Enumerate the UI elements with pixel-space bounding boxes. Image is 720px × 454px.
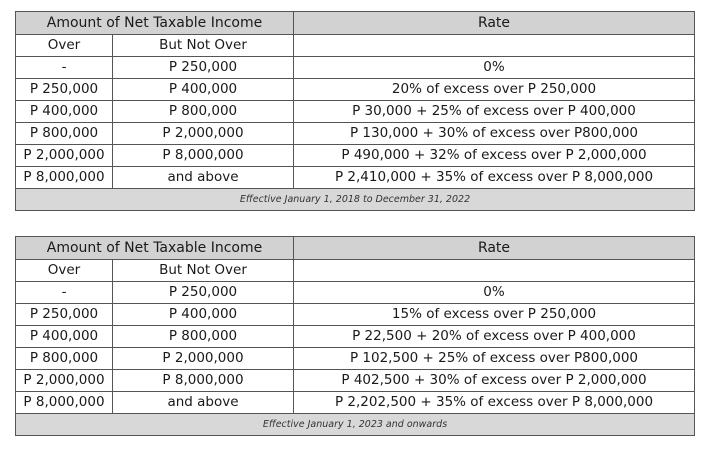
table-row bbox=[16, 145, 695, 167]
not-over-cell: P 2,000,000 bbox=[113, 123, 294, 145]
income-header: Amount of Net Taxable Income bbox=[16, 12, 294, 35]
rate-cell: 0% bbox=[294, 57, 695, 79]
not-over-cell: and above bbox=[113, 167, 294, 189]
effective-date-note: Effective January 1, 2018 to December 31, 2022 bbox=[16, 189, 695, 211]
not-over-cell: and above bbox=[113, 392, 294, 414]
not-over-cell: P 8,000,000 bbox=[113, 370, 294, 392]
over-cell: P 250,000 bbox=[16, 79, 113, 101]
over-cell: - bbox=[16, 57, 113, 79]
rate-cell: 15% of excess over P 250,000 bbox=[294, 304, 695, 326]
rate-cell: P 22,500 + 20% of excess over P 400,000 bbox=[294, 326, 695, 348]
rate-cell: P 402,500 + 30% of excess over P 2,000,000 bbox=[294, 370, 695, 392]
table-subheader-row bbox=[16, 260, 695, 282]
rate-header: Rate bbox=[294, 237, 695, 260]
table-row bbox=[16, 282, 695, 304]
not-over-cell: P 250,000 bbox=[113, 282, 294, 304]
table-row bbox=[16, 392, 695, 414]
table-header-row bbox=[16, 237, 695, 260]
table-footer-row bbox=[16, 414, 695, 436]
income-header: Amount of Net Taxable Income bbox=[16, 237, 294, 260]
rate-cell: P 130,000 + 30% of excess over P800,000 bbox=[294, 123, 695, 145]
rate-cell: P 490,000 + 32% of excess over P 2,000,000 bbox=[294, 145, 695, 167]
rate-cell: P 2,202,500 + 35% of excess over P 8,000,000 bbox=[294, 392, 695, 414]
table-row bbox=[16, 348, 695, 370]
over-cell: P 2,000,000 bbox=[16, 145, 113, 167]
over-cell: P 400,000 bbox=[16, 101, 113, 123]
table-row bbox=[16, 370, 695, 392]
over-cell: P 8,000,000 bbox=[16, 167, 113, 189]
over-cell: P 800,000 bbox=[16, 123, 113, 145]
rate-subheader-blank bbox=[294, 35, 695, 57]
table-row bbox=[16, 304, 695, 326]
rate-subheader-blank bbox=[294, 260, 695, 282]
table-footer-row bbox=[16, 189, 695, 211]
not-over-cell: P 400,000 bbox=[113, 79, 294, 101]
over-cell: P 8,000,000 bbox=[16, 392, 113, 414]
table-row bbox=[16, 167, 695, 189]
table-header-row bbox=[16, 12, 695, 35]
not-over-cell: P 400,000 bbox=[113, 304, 294, 326]
rate-cell: 20% of excess over P 250,000 bbox=[294, 79, 695, 101]
rate-cell: 0% bbox=[294, 282, 695, 304]
table-row bbox=[16, 123, 695, 145]
not-over-header: But Not Over bbox=[113, 35, 294, 57]
tax-table-2018-2022 bbox=[15, 11, 695, 211]
over-header: Over bbox=[16, 260, 113, 282]
not-over-cell: P 2,000,000 bbox=[113, 348, 294, 370]
not-over-cell: P 800,000 bbox=[113, 101, 294, 123]
over-header: Over bbox=[16, 35, 113, 57]
tax-table-2023-onwards bbox=[15, 236, 695, 436]
rate-header: Rate bbox=[294, 12, 695, 35]
table-row bbox=[16, 326, 695, 348]
over-cell: P 250,000 bbox=[16, 304, 113, 326]
rate-cell: P 30,000 + 25% of excess over P 400,000 bbox=[294, 101, 695, 123]
not-over-cell: P 250,000 bbox=[113, 57, 294, 79]
not-over-cell: P 8,000,000 bbox=[113, 145, 294, 167]
over-cell: P 2,000,000 bbox=[16, 370, 113, 392]
table-row bbox=[16, 57, 695, 79]
not-over-cell: P 800,000 bbox=[113, 326, 294, 348]
rate-cell: P 102,500 + 25% of excess over P800,000 bbox=[294, 348, 695, 370]
over-cell: - bbox=[16, 282, 113, 304]
table-row bbox=[16, 79, 695, 101]
over-cell: P 800,000 bbox=[16, 348, 113, 370]
effective-date-note: Effective January 1, 2023 and onwards bbox=[16, 414, 695, 436]
over-cell: P 400,000 bbox=[16, 326, 113, 348]
table-subheader-row bbox=[16, 35, 695, 57]
table-row bbox=[16, 101, 695, 123]
not-over-header: But Not Over bbox=[113, 260, 294, 282]
rate-cell: P 2,410,000 + 35% of excess over P 8,000,000 bbox=[294, 167, 695, 189]
